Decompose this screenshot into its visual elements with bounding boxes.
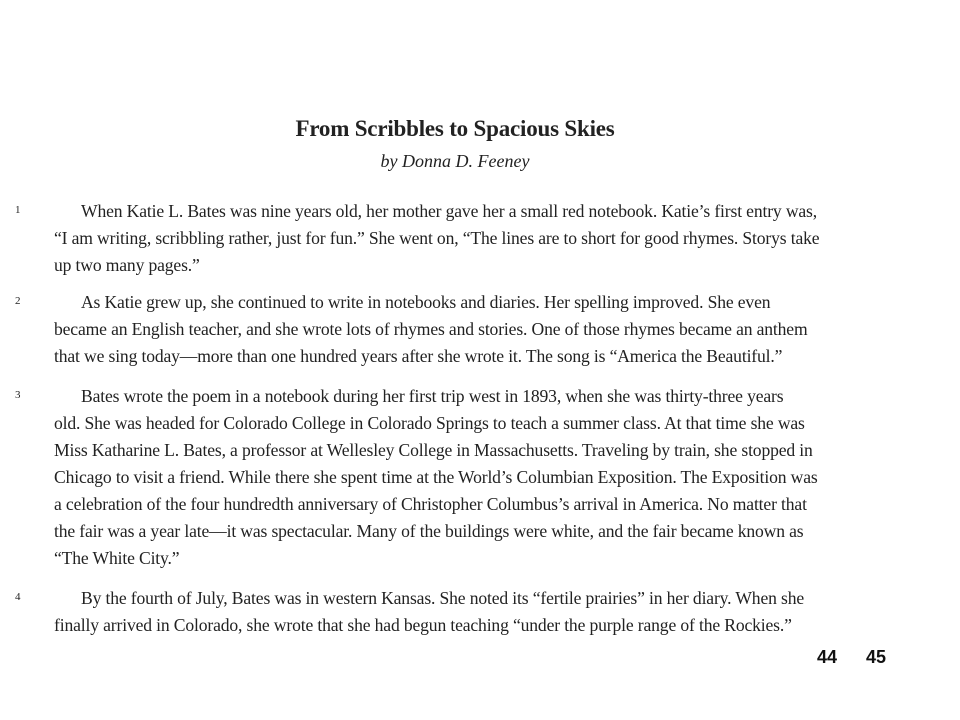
paragraph-line: Chicago to visit a friend. While there she spent time at the World’s Columbian Exposition. The Exposition was [54,467,818,487]
page-number-45[interactable]: 45 [866,647,887,667]
paragraph-number: 2 [15,295,21,307]
paragraph-line: old. She was headed for Colorado College in Colorado Springs to teach a summer class. At that time she was [54,413,805,433]
paragraph-number: 3 [15,389,21,401]
paragraph-line: By the fourth of July, Bates was in western Kansas. She noted its “fertile prairies” in her diary. When she [81,588,805,608]
passage-byline: by Donna D. Feeney [380,151,530,171]
paragraph-line: “I am writing, scribbling rather, just for fun.” She went on, “The lines are to short for good rhymes. Storys take [54,228,820,248]
paragraph-line: up two many pages.” [54,255,200,275]
paragraph-line: a celebration of the four hundredth anniversary of Christopher Columbus’s arrival in America. No matter that [54,494,807,514]
paragraph-line: When Katie L. Bates was nine years old, her mother gave her a small red notebook. Katie’s first entry was, [81,201,817,221]
passage-title: From Scribbles to Spacious Skies [295,116,615,141]
paragraph-line: that we sing today—more than one hundred years after she wrote it. The song is “America the Beautiful.” [54,346,783,366]
paragraph-number: 4 [15,591,21,603]
paragraph-line: Bates wrote the poem in a notebook during her first trip west in 1893, when she was thirty-three years [81,386,784,406]
paragraph-line: became an English teacher, and she wrote lots of rhymes and stories. One of those rhymes became an anthem [54,319,808,339]
paragraph-line: the fair was a year late—it was spectacular. Many of the buildings were white, and the fair became known as [54,521,804,541]
paragraph-line: As Katie grew up, she continued to write in notebooks and diaries. Her spelling improved. She even [81,292,771,312]
paragraph-line: “The White City.” [54,548,180,568]
paragraph-number: 1 [15,204,21,216]
paragraph-line: Miss Katharine L. Bates, a professor at Wellesley College in Massachusetts. Traveling by train, she stopped in [54,440,813,460]
paragraph-line: finally arrived in Colorado, she wrote that she had begun teaching “under the purple range of the Rockies.” [54,615,792,635]
page-number-44[interactable]: 44 [817,647,838,667]
